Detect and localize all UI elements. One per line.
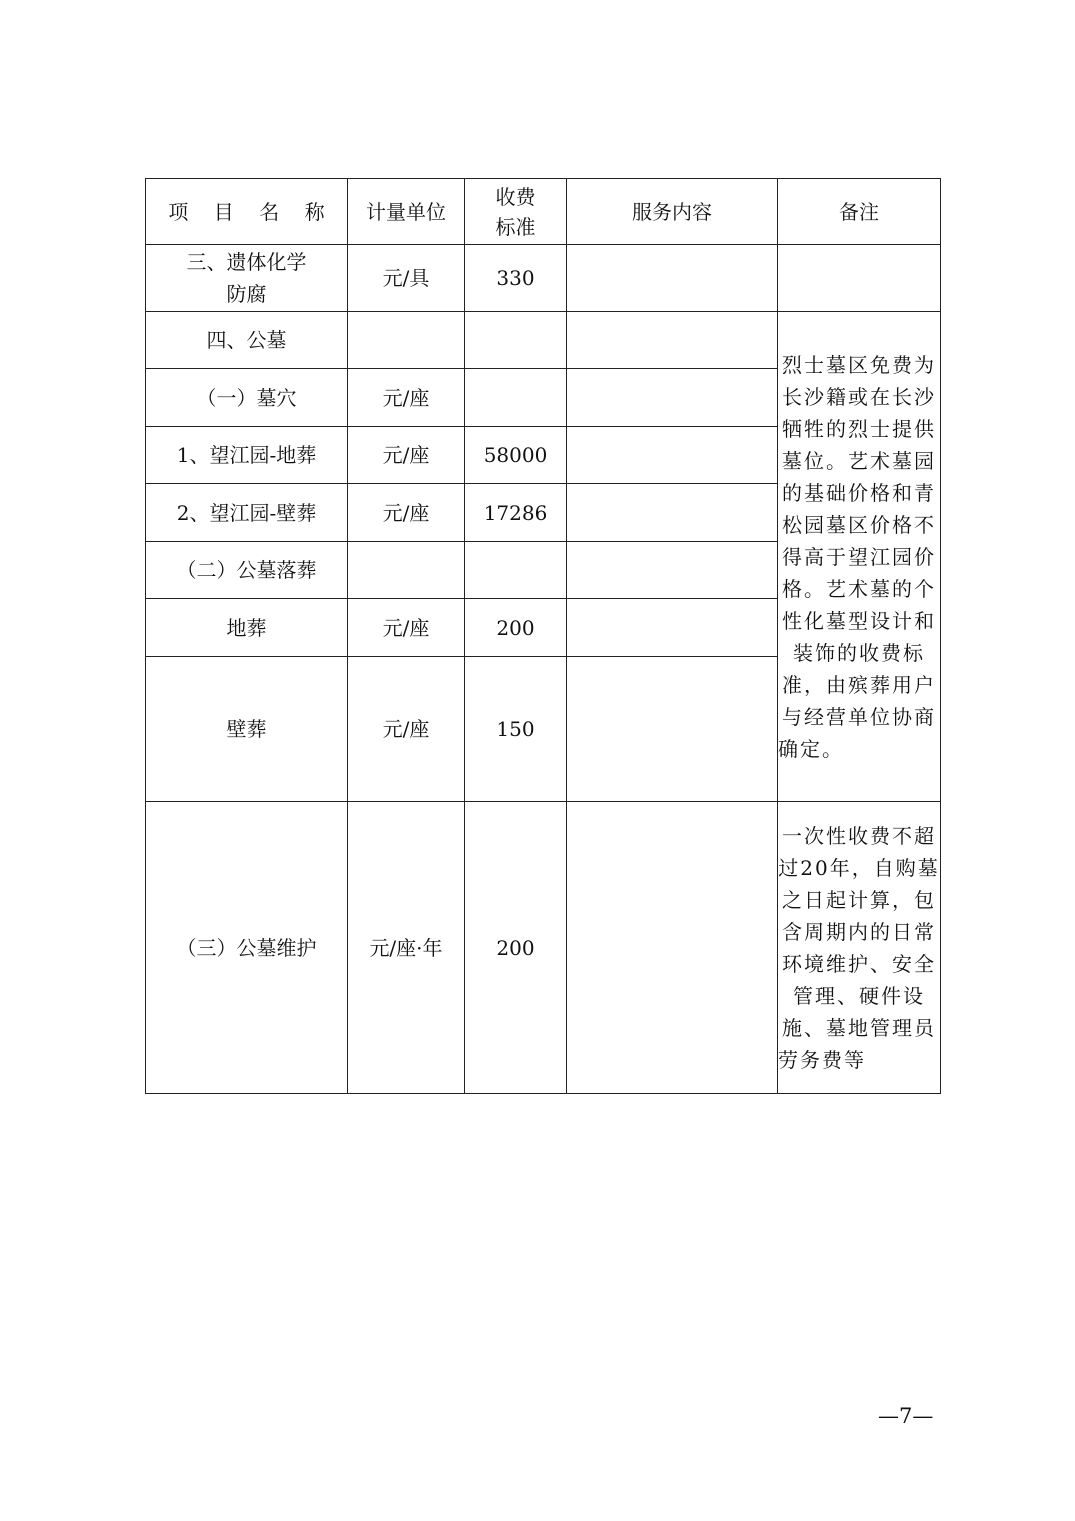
row-name: 2、望江园-壁葬 xyxy=(146,484,348,542)
row-unit: 元/座 xyxy=(348,599,465,657)
table-row xyxy=(146,802,941,1094)
row-fee xyxy=(465,542,567,599)
row-unit: 元/座·年 xyxy=(348,802,465,1094)
row-service xyxy=(567,312,778,369)
row-name: 四、公墓 xyxy=(146,312,348,369)
row-service xyxy=(567,599,778,657)
row-name: 三、遗体化学 防腐 xyxy=(146,245,348,312)
row-unit: 元/座 xyxy=(348,427,465,484)
table-row xyxy=(146,312,941,369)
header-name: 项 目 名 称 xyxy=(146,179,348,245)
header-fee: 收费 标准 xyxy=(465,179,567,245)
table-row xyxy=(146,245,941,312)
row-unit xyxy=(348,312,465,369)
row-service xyxy=(567,245,778,312)
row-service xyxy=(567,657,778,802)
header-service: 服务内容 xyxy=(567,179,778,245)
row-fee: 150 xyxy=(465,657,567,802)
row-remark xyxy=(778,245,941,312)
row-name: 壁葬 xyxy=(146,657,348,802)
row-fee: 330 xyxy=(465,245,567,312)
row-service xyxy=(567,369,778,427)
row-fee: 200 xyxy=(465,599,567,657)
row-unit: 元/座 xyxy=(348,369,465,427)
row-name: （二）公墓落葬 xyxy=(146,542,348,599)
row-fee: 17286 xyxy=(465,484,567,542)
row-unit: 元/座 xyxy=(348,657,465,802)
row-service xyxy=(567,802,778,1094)
header-row xyxy=(146,179,941,245)
header-unit: 计量单位 xyxy=(348,179,465,245)
row-service xyxy=(567,542,778,599)
remark-public-cemetery: 烈士墓区免费为长沙籍或在长沙牺牲的烈士提供墓位。艺术墓园的基础价格和青松园墓区价格不得高于望江园价格。艺术墓的个性化墓型设计和装饰的收费标准，由殡葬用户与经营单位协商确定。 xyxy=(778,312,941,802)
row-unit: 元/具 xyxy=(348,245,465,312)
page-number: —7— xyxy=(878,1404,934,1428)
row-fee xyxy=(465,312,567,369)
row-fee: 200 xyxy=(465,802,567,1094)
row-name: （一）墓穴 xyxy=(146,369,348,427)
row-service xyxy=(567,427,778,484)
remark-maintenance: 一次性收费不超过20年，自购墓之日起计算，包含周期内的日常环境维护、安全管理、硬件设施、墓地管理员劳务费等 xyxy=(778,802,941,1094)
row-fee: 58000 xyxy=(465,427,567,484)
row-name: 1、望江园-地葬 xyxy=(146,427,348,484)
row-unit xyxy=(348,542,465,599)
header-remark: 备注 xyxy=(778,179,941,245)
row-name: 地葬 xyxy=(146,599,348,657)
fee-table xyxy=(145,178,941,1094)
row-fee xyxy=(465,369,567,427)
row-service xyxy=(567,484,778,542)
row-unit: 元/座 xyxy=(348,484,465,542)
row-name: （三）公墓维护 xyxy=(146,802,348,1094)
